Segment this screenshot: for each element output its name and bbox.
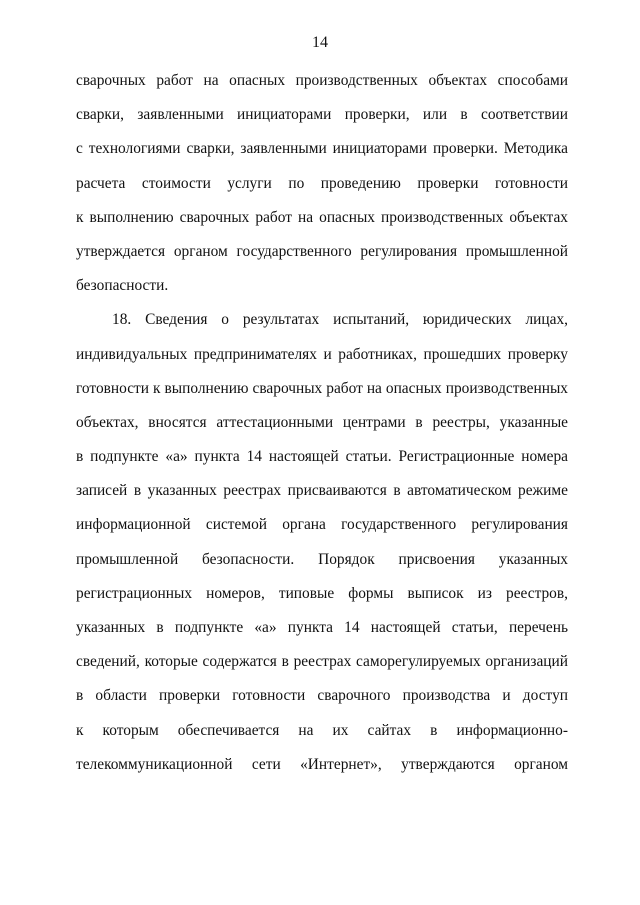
text-line: готовности к выполнению сварочных работ на опасных производственных: [76, 379, 568, 397]
text-line: объектах, вносятся аттестационными центрами в реестры, указанные: [76, 413, 568, 431]
text-line: в подпункте «а» пункта 14 настоящей статьи. Регистрационные номера: [76, 448, 568, 466]
paragraph-2: [76, 310, 568, 789]
text-line: 18. Сведения о результатах испытаний, юридических лицах,: [112, 311, 568, 329]
document-body: [76, 71, 568, 789]
text-line: утверждается органом государственного регулирования промышленной: [76, 242, 568, 260]
text-line: сведений, которые содержатся в реестрах саморегулируемых организаций: [76, 653, 568, 671]
paragraph-1: [76, 71, 568, 310]
text-line: расчета стоимости услуги по проведению проверки готовности: [76, 174, 568, 192]
text-line: в области проверки готовности сварочного производства и доступ: [76, 687, 568, 705]
text-line: указанных в подпункте «а» пункта 14 настоящей статьи, перечень: [76, 619, 568, 636]
page-number: 14: [312, 34, 328, 51]
text-line: информационной системой органа государственного регулирования: [76, 516, 568, 534]
text-line: сварки, заявленными инициаторами проверки, или в соответствии: [76, 106, 568, 124]
text-line: к выполнению сварочных работ на опасных производственных объектах: [76, 208, 568, 226]
text-line: индивидуальных предпринимателях и работниках, прошедших проверку: [76, 345, 568, 363]
text-line: регистрационных номеров, типовые формы выписок из реестров,: [76, 584, 568, 602]
text-line: сварочных работ на опасных производственных объектах способами: [76, 72, 568, 89]
text-line: к которым обеспечивается на их сайтах в информационно-: [76, 721, 568, 739]
text-line: с технологиями сварки, заявленными инициаторами проверки. Методика: [76, 140, 568, 158]
text-line: телекоммуникационной сети «Интернет», утверждаются органом: [76, 755, 568, 773]
text-line: записей в указанных реестрах присваиваются в автоматическом режиме: [76, 482, 568, 500]
text-line: безопасности.: [76, 277, 169, 295]
text-line: промышленной безопасности. Порядок присвоения указанных: [76, 550, 568, 568]
